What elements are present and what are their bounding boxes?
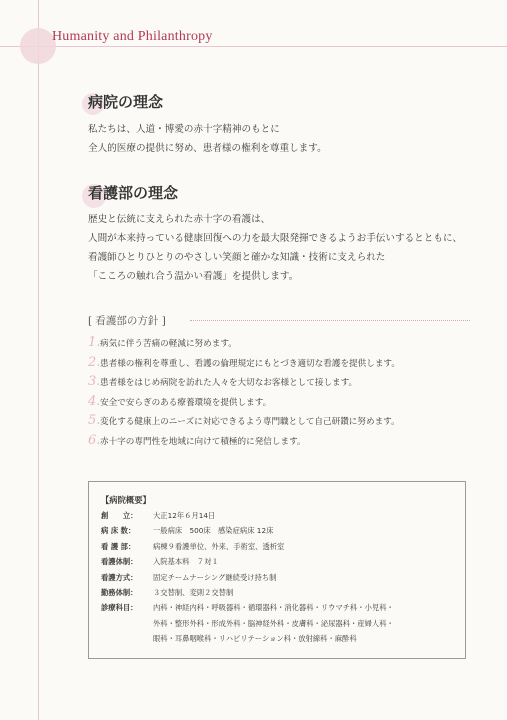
overview-row-label: 創 立： [101,511,138,520]
overview-row-label: 看 護 部： [101,541,136,551]
overview-row-value: 外科・整形外科・形成外科・脳神経外科・皮膚科・泌尿器科・産婦人科・ [153,618,394,628]
overview-row [101,570,394,585]
policy-item-text: 患者様の権利を尊重し、看護の倫理規定にもとづき適切な看護を提供します。 [100,358,400,369]
hospital-philosophy-line: 私たちは、人道・博愛の赤十字精神のもとに [88,124,280,135]
nursing-policy-title: [ 看護部の方針 ] [88,315,166,327]
nursing-philosophy-title: 看護部の理念 [88,184,179,202]
policy-item-number: 4. [88,393,101,409]
policy-item [88,412,400,432]
overview-row [101,508,394,523]
nursing-philosophy-text [88,210,462,286]
policy-item-text: 病気に伴う苦痛の軽減に努めます。 [100,339,237,349]
header-circle-ornament [20,28,56,64]
overview-row [101,554,394,569]
policy-item-text: 変化する健康上のニーズに対応できるよう専門職として自己研鑽に努めます。 [100,417,400,428]
overview-row-label: 診療科目： [101,603,138,613]
overview-row [101,600,394,615]
overview-row-value: 眼科・耳鼻咽喉科・リハビリテーション科・放射線科・麻酔科 [153,634,357,644]
overview-row-value: 病棟９看護単位、外来、手術室、透析室 [153,541,285,551]
overview-row-label: 看護方式： [101,572,138,582]
policy-item-text: 赤十字の専門性を地域に向けて積極的に発信します。 [100,436,306,447]
policy-item [88,354,400,374]
policy-item-number: 5. [88,413,101,429]
hospital-overview-title: 【病院概要】 [101,495,151,505]
overview-row-label: 病 床 数： [101,526,136,536]
policy-item [88,334,400,354]
nursing-philosophy-line: 人間が本来持っている健康回復への力を最大限発揮できるようお手伝いするとともに、 [88,233,463,244]
nursing-policy-list [88,334,400,452]
overview-row-label: 勤務体制： [101,588,138,598]
overview-row-label: 看護体制： [101,557,138,567]
policy-item [88,373,400,393]
overview-row [101,631,394,646]
left-vertical-rule [38,0,39,720]
policy-item-text: 患者様をはじめ病院を訪れた人々を大切なお客様として接します。 [100,378,358,389]
overview-row-value: 大正12年６月14日 [153,511,216,520]
overview-row-label [101,631,153,646]
policy-item-number: 3. [88,374,101,390]
overview-row-value: ３交替制、変則２交替制 [153,588,234,598]
policy-item [88,432,400,452]
nursing-philosophy-line: 「こころの触れ合う温かい看護」を提供します。 [88,271,299,282]
policy-item-number: 1. [88,335,101,350]
overview-row-value: 内科・神経内科・呼吸器科・循環器科・消化器科・リウマチ科・小児科・ [153,603,394,613]
header-horizontal-rule [0,46,507,47]
hospital-overview-box [88,481,466,659]
overview-row-value: 入院基本料 ７対１ [153,557,219,567]
hospital-overview-rows [101,508,394,647]
nursing-philosophy-line: 看護師ひとりひとりのやさしい笑顔と確かな知識・技術に支えられた [88,252,386,263]
overview-row [101,523,394,538]
hospital-philosophy-text [88,120,327,158]
overview-row-value: 固定チームナーシング継続受け持ち制 [153,572,277,582]
nursing-philosophy-line: 歴史と伝統に支えられた赤十字の看護は、 [88,214,271,225]
overview-row [101,616,394,631]
policy-item-number: 6. [88,432,101,448]
policy-item-text: 安全で安らぎのある療養環境を提供します。 [100,397,272,408]
policy-dotted-divider [190,320,470,321]
overview-row [101,585,394,600]
hospital-philosophy-title: 病院の理念 [88,93,164,111]
overview-row-label [101,616,153,631]
hospital-philosophy-line: 全人的医療の提供に努め、患者様の権利を尊重します。 [88,143,327,154]
header-title: Humanity and Philanthropy [52,29,213,44]
policy-item-number: 2. [88,354,101,370]
overview-row [101,539,394,554]
policy-item [88,393,400,413]
overview-row-value: 一般病床 500床 感染症病床 12床 [153,526,274,536]
